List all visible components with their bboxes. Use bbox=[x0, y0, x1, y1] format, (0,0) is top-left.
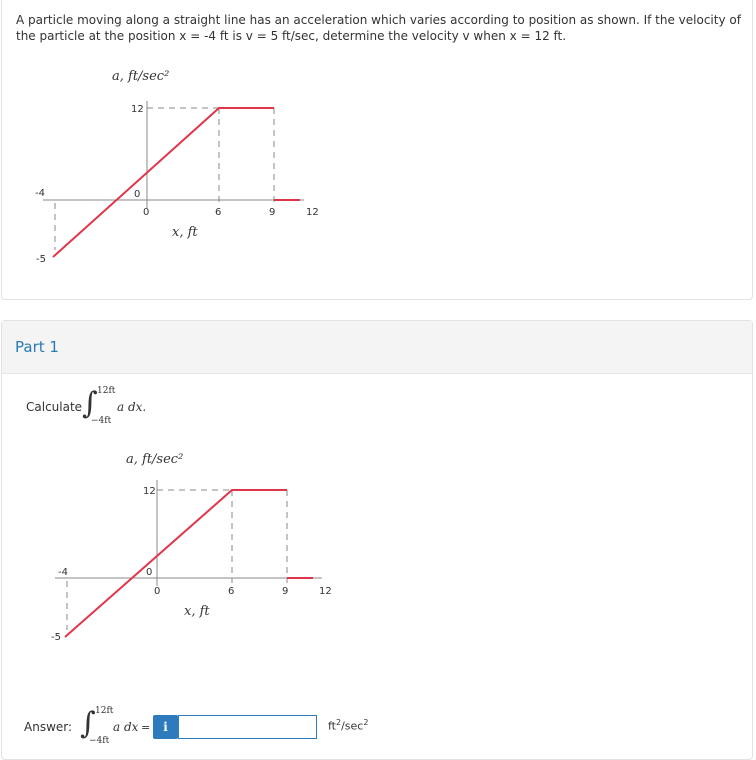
unit-exp-1: 2 bbox=[336, 718, 342, 727]
graph-2-xtick-9: 9 bbox=[282, 586, 289, 597]
graph-2-ytick-0: 0 bbox=[146, 567, 153, 578]
graph-2-xtick-0: 0 bbox=[154, 586, 161, 597]
graph-2-xtick-12: 12 bbox=[319, 586, 332, 597]
graph-1-ylabel: a, ft/sec² bbox=[112, 69, 170, 84]
graph-1-ytick-0: 0 bbox=[134, 189, 141, 200]
graph-1-xtick-9: 9 bbox=[269, 207, 276, 218]
integral-upper-limit: 12ft bbox=[97, 386, 116, 396]
graph-1-left-neg5: -5 bbox=[36, 254, 46, 265]
unit-base: ft bbox=[328, 719, 336, 733]
graph-2-xtick-6: 6 bbox=[228, 586, 235, 597]
graph-2-ylabel: a, ft/sec² bbox=[126, 452, 184, 467]
graph-1-left-neg4: -4 bbox=[35, 188, 45, 199]
problem-statement: A particle moving along a straight line has an acceleration which varies according to position as shown. If the velocity of the particle at the position x = -4 ft is v = 5 ft/sec, determine the velocity v when x = 12 ft. bbox=[16, 13, 741, 43]
unit-mid: /sec bbox=[341, 719, 364, 733]
unit-exp-2: 2 bbox=[363, 718, 369, 727]
graph-2-xlabel: x, ft bbox=[184, 604, 210, 619]
graph-1-xlabel: x, ft bbox=[172, 225, 198, 240]
answer-integral-lower-limit: −4ft bbox=[89, 736, 110, 746]
answer-unit bbox=[328, 718, 368, 733]
graph-1-xtick-12: 12 bbox=[306, 207, 319, 218]
answer-integrand: a dx bbox=[113, 720, 139, 734]
graph-2-left-neg4: -4 bbox=[58, 567, 68, 578]
graph-1-ytick-12: 12 bbox=[131, 104, 144, 115]
answer-integral-upper-limit: 12ft bbox=[95, 706, 114, 716]
graph-2-left-neg5: -5 bbox=[51, 632, 61, 643]
graph-2-ytick-12: 12 bbox=[143, 486, 156, 497]
equals-sign: = bbox=[141, 721, 151, 734]
info-icon[interactable]: i bbox=[153, 715, 178, 739]
answer-label: Answer: bbox=[24, 720, 73, 734]
graph-1-xtick-0: 0 bbox=[143, 207, 150, 218]
graph-2-curve bbox=[65, 490, 287, 637]
part-title: Part 1 bbox=[15, 338, 59, 356]
graph-1-xtick-6: 6 bbox=[215, 207, 222, 218]
integral-lower-limit: −4ft bbox=[91, 416, 112, 426]
integral-sign-icon: ∫ bbox=[82, 386, 98, 421]
answer-integral-sign-icon: ∫ bbox=[80, 706, 96, 741]
answer-input[interactable] bbox=[178, 715, 317, 739]
calculate-label: Calculate bbox=[26, 400, 83, 414]
integrand: a dx. bbox=[117, 400, 147, 414]
